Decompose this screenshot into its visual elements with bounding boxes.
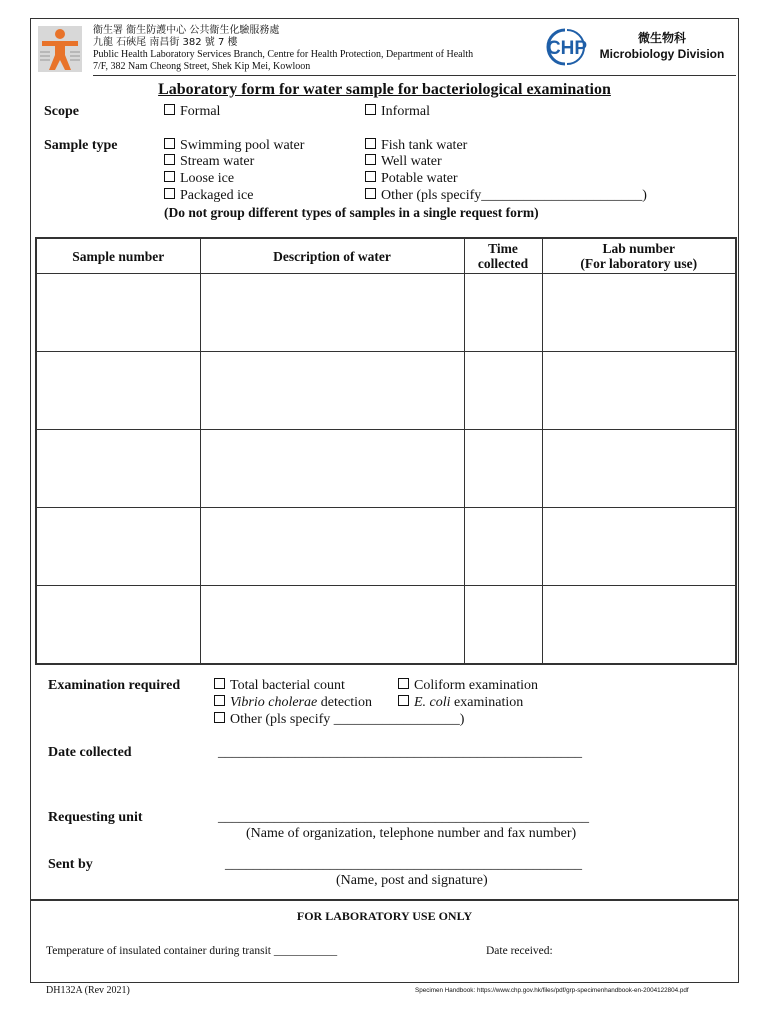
form-code: DH132A (Rev 2021) — [46, 985, 130, 996]
samples-table — [35, 237, 737, 665]
header-address — [93, 25, 473, 73]
checkbox-icon — [398, 695, 409, 706]
date-collected-field[interactable]: ____________________________________________________ — [218, 745, 582, 760]
sample-type-label: Sample type — [44, 138, 118, 153]
scope-label: Scope — [44, 104, 79, 119]
option-label: Potable water — [381, 171, 458, 186]
option-label: Stream water — [180, 154, 255, 169]
table-row — [36, 508, 736, 586]
department-of-health-logo-icon — [38, 26, 82, 72]
option-label: Coliform examination — [414, 678, 539, 693]
time-cell[interactable] — [464, 274, 542, 352]
description-cell[interactable] — [200, 430, 464, 508]
exam-coliform-checkbox[interactable] — [398, 678, 538, 694]
sample-stream-checkbox[interactable] — [164, 154, 254, 170]
description-cell[interactable] — [200, 352, 464, 430]
exam-total-bacterial-checkbox[interactable] — [214, 678, 345, 694]
date-received-field: Date received: — [486, 945, 553, 957]
checkbox-icon — [365, 138, 376, 149]
checkbox-icon — [365, 104, 376, 115]
requesting-unit-field[interactable]: _____________________________________________________ — [218, 810, 589, 825]
option-label: examination — [454, 695, 524, 710]
header-description: Description of water — [200, 238, 464, 274]
option-label: Total bacterial count — [230, 678, 345, 693]
option-label: Loose ice — [180, 171, 235, 186]
examination-label: Examination required — [48, 678, 181, 693]
option-label: Well water — [381, 154, 442, 169]
checkbox-icon — [164, 104, 175, 115]
lab-number-cell — [542, 586, 736, 665]
option-label: Other (pls specify_______________________) — [381, 188, 647, 203]
lab-number-cell — [542, 430, 736, 508]
checkbox-icon — [365, 171, 376, 182]
checkbox-icon — [365, 154, 376, 165]
scope-informal-label: Informal — [381, 104, 430, 119]
requesting-unit-label: Requesting unit — [48, 810, 143, 825]
vibrio-name: Vibrio cholerae — [230, 695, 318, 710]
sample-number-cell[interactable] — [36, 352, 200, 430]
sample-swimming-pool-checkbox[interactable] — [164, 138, 304, 154]
scope-formal-checkbox[interactable] — [164, 104, 220, 120]
sent-by-caption: (Name, post and signature) — [336, 873, 488, 888]
checkbox-icon — [214, 695, 225, 706]
description-cell[interactable] — [200, 508, 464, 586]
option-label: Fish tank water — [381, 138, 468, 153]
checkbox-icon — [365, 188, 376, 199]
header-sample-number: Sample number — [36, 238, 200, 274]
sample-loose-ice-checkbox[interactable] — [164, 171, 234, 187]
handbook-reference: Specimen Handbook: https://www.chp.gov.hk/files/pdf/grp-specimenhandbook-en-2004122804.pdf — [415, 987, 689, 994]
time-cell[interactable] — [464, 586, 542, 665]
description-cell[interactable] — [200, 274, 464, 352]
sample-number-cell[interactable] — [36, 586, 200, 665]
exam-vibrio-checkbox[interactable] — [214, 695, 372, 711]
division-label — [592, 30, 732, 62]
lab-use-divider — [30, 899, 739, 901]
sample-packaged-ice-checkbox[interactable] — [164, 188, 253, 204]
header-chinese-line2: 九龍 石硤尾 南昌街 382 號 7 樓 — [93, 37, 238, 48]
option-label: Other (pls specify __________________) — [230, 712, 465, 727]
sent-by-label: Sent by — [48, 857, 93, 872]
exam-ecoli-checkbox[interactable] — [398, 695, 523, 711]
sample-type-note: (Do not group different types of samples in a single request form) — [164, 205, 539, 220]
table-header-row — [36, 238, 736, 274]
sample-number-cell[interactable] — [36, 274, 200, 352]
lab-use-title: FOR LABORATORY USE ONLY — [296, 909, 473, 923]
description-cell[interactable] — [200, 586, 464, 665]
chp-logo-text: CHP — [546, 38, 588, 59]
time-cell[interactable] — [464, 508, 542, 586]
table-row — [36, 274, 736, 352]
table-row — [36, 586, 736, 665]
sample-well-checkbox[interactable] — [365, 154, 442, 170]
sample-other-checkbox[interactable] — [365, 188, 647, 204]
table-row — [36, 352, 736, 430]
time-cell[interactable] — [464, 430, 542, 508]
date-collected-label: Date collected — [48, 745, 132, 760]
sample-number-cell[interactable] — [36, 430, 200, 508]
sample-number-cell[interactable] — [36, 508, 200, 586]
chp-logo-icon — [543, 26, 589, 68]
checkbox-icon — [214, 678, 225, 689]
temperature-field: Temperature of insulated container during transit ___________ — [46, 945, 338, 957]
checkbox-icon — [214, 712, 225, 723]
sample-potable-checkbox[interactable] — [365, 171, 458, 187]
checkbox-icon — [164, 188, 175, 199]
option-label: Packaged ice — [180, 188, 254, 203]
header-time-collected: Time collected — [464, 238, 542, 274]
sent-by-field[interactable]: ___________________________________________________ — [225, 857, 582, 872]
lab-number-cell — [542, 508, 736, 586]
exam-other-checkbox[interactable] — [214, 712, 464, 728]
division-english: Microbiology Division — [599, 47, 725, 61]
lab-number-cell — [542, 274, 736, 352]
header-lab-number: Lab number (For laboratory use) — [542, 238, 736, 274]
sample-fish-tank-checkbox[interactable] — [365, 138, 467, 154]
scope-informal-checkbox[interactable] — [365, 104, 430, 120]
option-label: detection — [320, 695, 373, 710]
lab-number-cell — [542, 352, 736, 430]
option-label: Swimming pool water — [180, 138, 305, 153]
checkbox-icon — [398, 678, 409, 689]
header-english-line1: Public Health Laboratory Services Branch, Centre for Health Protection, Department of Health — [93, 49, 474, 60]
header-chinese-line1: 衞生署 衞生防護中心 公共衞生化驗服務處 — [93, 25, 280, 36]
time-cell[interactable] — [464, 352, 542, 430]
header-rule — [93, 75, 736, 76]
scope-formal-label: Formal — [180, 104, 221, 119]
checkbox-icon — [164, 154, 175, 165]
checkbox-icon — [164, 171, 175, 182]
header-english-line2: 7/F, 382 Nam Cheong Street, Shek Kip Mei, Kowloon — [93, 61, 311, 72]
checkbox-icon — [164, 138, 175, 149]
ecoli-name: E. coli — [414, 695, 451, 710]
table-row — [36, 430, 736, 508]
requesting-unit-caption: (Name of organization, telephone number and fax number) — [246, 826, 577, 841]
division-chinese: 微生物科 — [637, 31, 686, 45]
form-title: Laboratory form for water sample for bacteriological examination — [158, 81, 611, 98]
